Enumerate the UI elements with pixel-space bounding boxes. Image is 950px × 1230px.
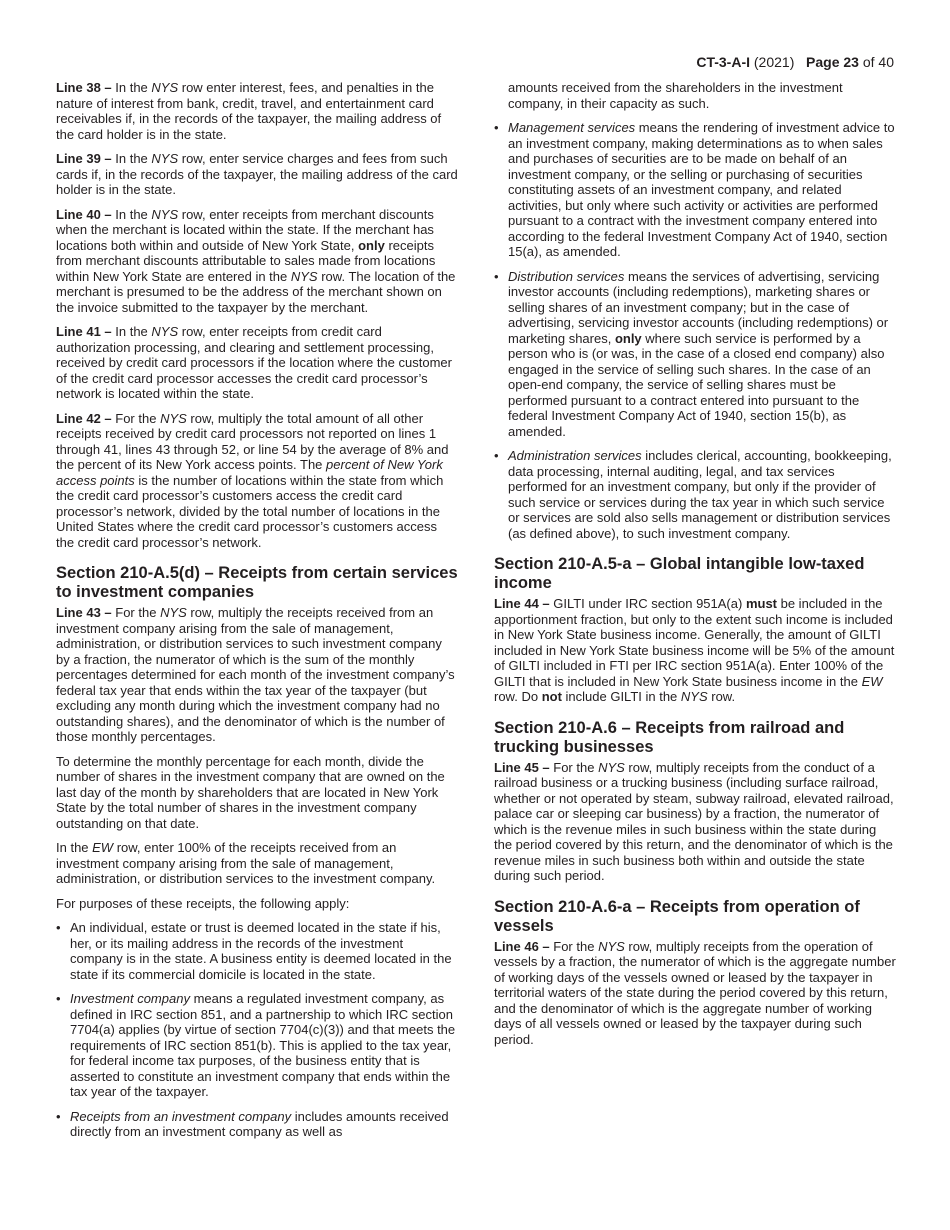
text: row, multiply the receipts received from an investment company arising from the sale of management, administration, or distribution services to such investment company by a fraction, the numerator of which is the sum of the monthly percentages determined for each month of the investment company’s federal tax year that ends within the tax year of the taxpayer (but excluding any month during which the investment company had no outstanding shares), and the denominator of which is the number of those monthly percentages. <box>56 605 455 744</box>
line-40-paragraph <box>56 207 458 316</box>
text: row, multiply receipts from the operation of vessels by a fraction, the numerator of which is the aggregate number of working days of the vessels owned or leased by the taxpayer in territorial waters of the state during the period covered by this return, and the denominator of which is the aggregate number of working days of all vessels owned or leased by the taxpayer during such period. <box>494 938 896 1047</box>
text: row, multiply the total amount of all other receipts received by credit card processors not reported on lines 1 through 41, lines 43 through 52, or line 54 by the average of 8% and the percent of its New York access points. The <box>56 410 449 472</box>
text: row. Do <box>494 689 542 704</box>
list-item <box>494 120 896 260</box>
page-header <box>696 53 894 71</box>
defined-term: Management services <box>508 120 636 135</box>
text: row, enter receipts from merchant discounts when the merchant is located within the state. If the merchant has locations both within and outside of New York State, <box>56 206 434 253</box>
row-ref: NYS <box>151 151 179 166</box>
page-total: of 40 <box>862 54 894 70</box>
line-46-paragraph <box>494 939 896 1048</box>
text: receipts from merchant discounts attributable to sales made from locations within New York State are entered in the <box>56 237 436 284</box>
row-ref: NYS <box>151 206 179 222</box>
text: In the <box>111 206 152 222</box>
row-ref: NYS <box>680 689 708 704</box>
purposes-paragraph: For purposes of these receipts, the following apply: <box>56 895 350 911</box>
line-41-paragraph <box>56 324 458 402</box>
row-ref: NYS <box>598 759 625 775</box>
list-item-continuation: amounts received from the shareholders in the investment company, in their capacity as such. <box>508 80 843 111</box>
section-heading-210-a5d: Section 210-A.5(d) – Receipts from certain services to investment companies <box>56 564 458 601</box>
text: For the <box>549 759 599 775</box>
defined-term: Administration services <box>508 448 642 463</box>
line-label: Line 39 – <box>56 151 112 166</box>
text: row. <box>707 689 736 704</box>
emphasis: only <box>358 237 385 253</box>
line-label: Line 40 – <box>56 206 112 222</box>
definitions-list <box>56 920 458 1140</box>
monthly-percentage-paragraph: To determine the monthly percentage for each month, divide the number of shares in the investment company that are owned on the last day of the month by shareholders that are located in New York State by the total number of shares in the investment company outstanding on that date. <box>56 753 445 831</box>
line-label: Line 44 – <box>494 596 550 611</box>
line-44-paragraph <box>494 596 896 705</box>
left-column <box>56 80 458 1149</box>
line-38-paragraph <box>56 80 458 142</box>
row-ref: NYS <box>598 938 625 954</box>
text: means the rendering of investment advice to an investment company, making determinations as to when sales and purchases of securities are to be made on behalf of an investment company, or the selling or purchasing of securities constituting assets of an investment company, and related activities, but only where such activity or activities are performed pursuant to a contract with the investment company entered into according to the federal Investment Company Act of 1940, section 15(a), as amended. <box>508 120 895 259</box>
list-item <box>56 991 458 1100</box>
list-item: • An individual, estate or trust is deemed located in the state if his, her, or its mailing address in the records of the investment company is in the state. A business entity is deemed located in the state if its commercial domicile is located in the state. <box>56 920 458 982</box>
row-ref: NYS <box>290 268 318 284</box>
section-heading-210-a5a: Section 210-A.5-a – Global intangible low-taxed income <box>494 555 865 592</box>
line-label: Line 45 – <box>494 759 550 775</box>
text: row, enter 100% of the receipts received from an investment company arising from the sale of management, administration, or distribution services to the investment company. <box>56 840 436 886</box>
list-item <box>56 1109 458 1140</box>
ew-row-paragraph <box>56 840 458 887</box>
text: For the <box>111 605 161 620</box>
text: In the <box>56 840 93 855</box>
defined-term: percent of New York access points <box>56 457 443 488</box>
definitions-list-continued <box>494 120 896 541</box>
form-id: CT-3-A-I <box>696 54 750 70</box>
text: row enter interest, fees, and penalties in the nature of interest from bank, credit, travel, and entertainment card receivables if, in the records of the taxpayer, the mailing address of the card holder is in the state. <box>56 80 442 142</box>
text: row. The location of the merchant is presumed to be the address of the merchant shown on the invoice submitted to the taxpayer by the merchant. <box>56 268 456 315</box>
line-42-paragraph <box>56 411 458 551</box>
text: where such service is performed by a person who is (or was, in the case of a closed end company) also engaged in the service of selling such shares. In the case of an open-end company, the service of selling shares must be performed pursuant to a contract entered into pursuant to the federal Investment Company Act of 1940, section 15(b), as amended. <box>508 330 885 439</box>
row-ref: NYS <box>160 605 187 620</box>
text: row, enter service charges and fees from such cards if, in the records of the taxpayer, the mailing address of the card holder is in the state. <box>56 151 458 197</box>
text: GILTI under IRC section 951A(a) <box>549 596 746 611</box>
text: means the services of advertising, servicing investor accounts (including redemptions), marketing shares or selling shares of an investment company; but in the case of advertising, servicing investor accounts (including redemptions) or marketing shares, <box>508 268 889 346</box>
text: include GILTI in the <box>561 689 681 704</box>
row-ref: EW <box>92 840 114 855</box>
row-ref: NYS <box>160 410 187 426</box>
text: For the <box>111 410 161 426</box>
defined-term: Receipts from an investment company <box>70 1108 292 1124</box>
text: includes amounts received directly from an investment company as well as <box>70 1108 449 1139</box>
line-label: Line 38 – <box>56 80 112 95</box>
line-label: Line 46 – <box>494 938 550 954</box>
section-heading-210-a6a: Section 210-A.6-a – Receipts from operation of vessels <box>494 897 860 935</box>
line-43-paragraph <box>56 605 458 745</box>
line-45-paragraph <box>494 760 896 884</box>
text: row, multiply receipts from the conduct of a railroad business or a trucking business (including surface railroad, whether or not operated by steam, subway railroad, elevated railroad, palace car or sleeping car business) by a fraction, the numerator of which is the revenue miles in such business within the state during the period covered by this return, and the denominator of which is the revenue miles in such business both within and outside the state during such period. <box>494 759 894 883</box>
text: means a regulated investment company, as defined in IRC section 851, and a partnership to which IRC section 7704(a) applies (by virtue of section 7704(c)(3)) and that meets the requirements of IRC section 851(b). This is applied to the tax year, for federal income tax purposes, of the business entity that is asserted to constitute an investment company that ends within the tax year of the taxpayer. <box>70 991 456 1099</box>
right-column <box>494 80 896 1056</box>
form-year: (2021) <box>753 54 795 70</box>
row-ref: EW <box>861 673 883 689</box>
line-39-paragraph <box>56 151 458 198</box>
list-item <box>494 269 896 440</box>
section-heading-210-a6: Section 210-A.6 – Receipts from railroad and trucking businesses <box>494 718 845 756</box>
text: be included in the apportionment fraction, but only to the extent such income is included in New York State business income. Generally, the amount of GILTI included in New York State business income will be 5% of the amount of GILTI included in FTI per IRC section 951A(a). Enter 100% of the GILTI that is included in New York State business income in the <box>494 596 895 689</box>
text: includes clerical, accounting, bookkeeping, data processing, internal auditing, legal, and tax services performed for an investment company, but only if the provider of such service or services during the tax year in which such service or services are sold also sells management or distribution services (as defined above), to such investment company. <box>508 448 892 541</box>
emphasis: must <box>745 596 777 611</box>
defined-term: Investment company <box>70 991 190 1006</box>
row-ref: NYS <box>151 324 179 339</box>
text: In the <box>111 324 152 339</box>
text: is the number of locations within the state from which the credit card processor’s customers access the credit card processor’s network, divided by the total number of locations in the United States where the credit card processor’s customers access the credit card processor’s network. <box>56 472 444 550</box>
emphasis: only <box>614 330 642 346</box>
defined-term: Distribution services <box>508 268 625 284</box>
row-ref: NYS <box>151 80 179 95</box>
list-item <box>494 448 896 541</box>
line-label: Line 41 – <box>56 324 112 339</box>
emphasis: not <box>541 689 562 704</box>
text: row, enter receipts from credit card authorization processing, and clearing and settlement processing, received by credit card processors if the location where the customer of the credit card processor accesses the credit card processor’s network is located within the state. <box>56 324 452 401</box>
line-label: Line 42 – <box>56 410 112 426</box>
line-label: Line 43 – <box>56 605 112 620</box>
text: In the <box>111 80 152 95</box>
text: For the <box>549 938 599 954</box>
text: In the <box>111 151 152 166</box>
page-number: Page 23 <box>806 54 859 70</box>
